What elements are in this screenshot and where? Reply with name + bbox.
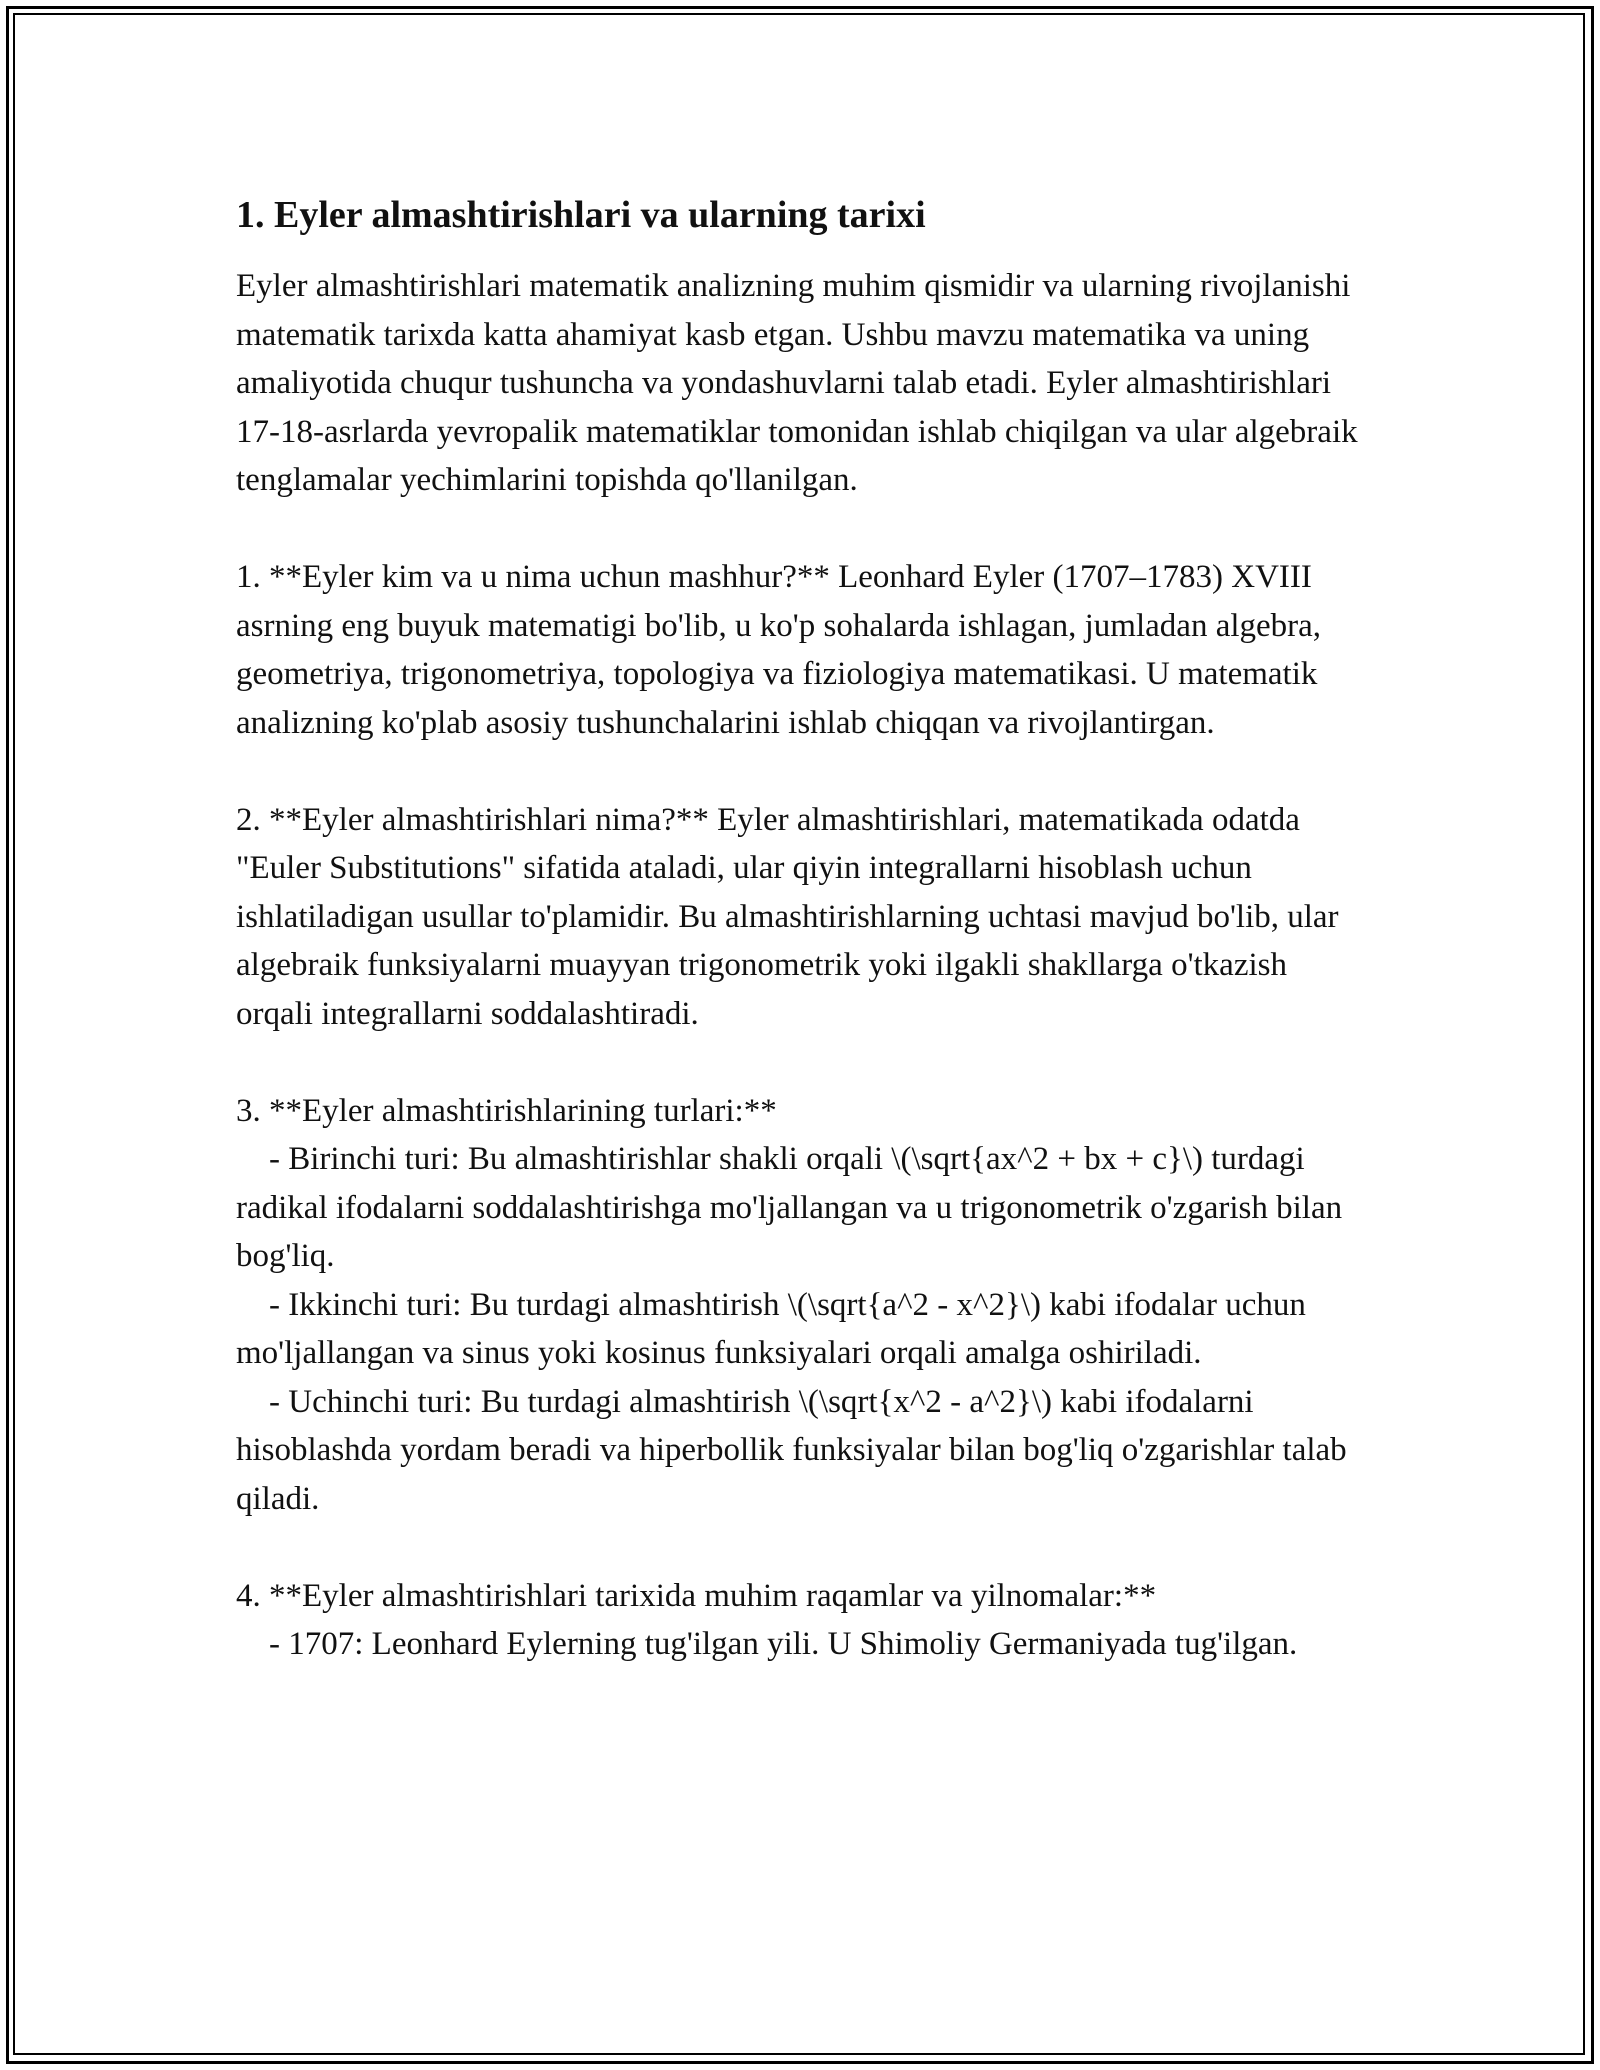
paragraph-gap [236, 505, 1366, 554]
section-4-heading: 4. **Eyler almashtirishlari tarixida muhim raqamlar va yilnomalar:** [236, 1577, 1157, 1614]
section-3-item [236, 1281, 1366, 1378]
section-4-item [236, 1620, 1366, 1669]
section-3-heading: 3. **Eyler almashtirishlarining turlari:** [236, 1092, 777, 1129]
section-4-item-text: - 1707: Leonhard Eylerning tug'ilgan yili. U Shimoliy Germaniyada tug'ilgan. [269, 1626, 1298, 1662]
paragraph-gap [236, 1038, 1366, 1087]
section-1-paragraph: 1. **Eyler kim va u nima uchun mashhur?** Leonhard Eyler (1707–1783) XVIII asrning eng buyuk matematigi bo'lib, u ko'p sohalarda ishlagan, jumladan algebra, geometriya, trigonometriya, topologiya va fiziologiya matematikasi. U matematik analizning ko'plab asosiy tushunchalarini ishlab chiqqan va rivojlantirgan. [236, 559, 1322, 741]
paragraph-gap [236, 747, 1366, 796]
section-3-item-text: - Uchinchi turi: Bu turdagi almashtirish \(\sqrt{x^2 - a^2}\) kabi ifodalarni hisoblashda yordam beradi va hiperbollik funksiyalar bilan bog'liq o'zgarishlar talab qiladi. [236, 1383, 1347, 1517]
document-title: 1. Eyler almashtirishlari va ularning tarixi [236, 194, 926, 236]
section-3-item [236, 1135, 1366, 1281]
paragraph-gap [236, 1523, 1366, 1572]
document-body [236, 190, 1366, 1669]
section-3-item-text: - Birinchi turi: Bu almashtirishlar shakli orqali \(\sqrt{ax^2 + bx + c}\) turdagi radikal ifodalarni soddalashtirishga mo'ljallangan va u trigonometrik o'zgarish bilan bog'liq. [236, 1141, 1343, 1274]
section-3-item [236, 1378, 1366, 1524]
section-3-item-text: - Ikkinchi turi: Bu turdagi almashtirish \(\sqrt{a^2 - x^2}\) kabi ifodalar uchun mo'ljallangan va sinus yoki kosinus funksiyalari orqali amalga oshiriladi. [236, 1286, 1306, 1371]
intro-paragraph: Eyler almashtirishlari matematik analizning muhim qismidir va ularning rivojlanishi matematik tarixda katta ahamiyat kasb etgan. Ushbu mavzu matematika va uning amaliyotida chuqur tushuncha va yondashuvlarni talab etadi. Eyler almashtirishlari 17-18-asrlarda yevropalik matematiklar tomonidan ishlab chiqilgan va ular algebraik tenglamalar yechimlarini topishda qo'llanilgan. [236, 268, 1358, 498]
section-2-paragraph: 2. **Eyler almashtirishlari nima?** Eyler almashtirishlari, matematikada odatda "Euler Substitutions" sifatida ataladi, ular qiyin integrallarni hisoblash uchun ishlatiladigan usullar to'plamidir. Bu almashtirishlarning uchtasi mavjud bo'lib, ular algebraik funksiyalarni muayyan trigonometrik yoki ilgakli shakllarga o'tkazish orqali integrallarni soddalashtiradi. [236, 801, 1339, 1032]
